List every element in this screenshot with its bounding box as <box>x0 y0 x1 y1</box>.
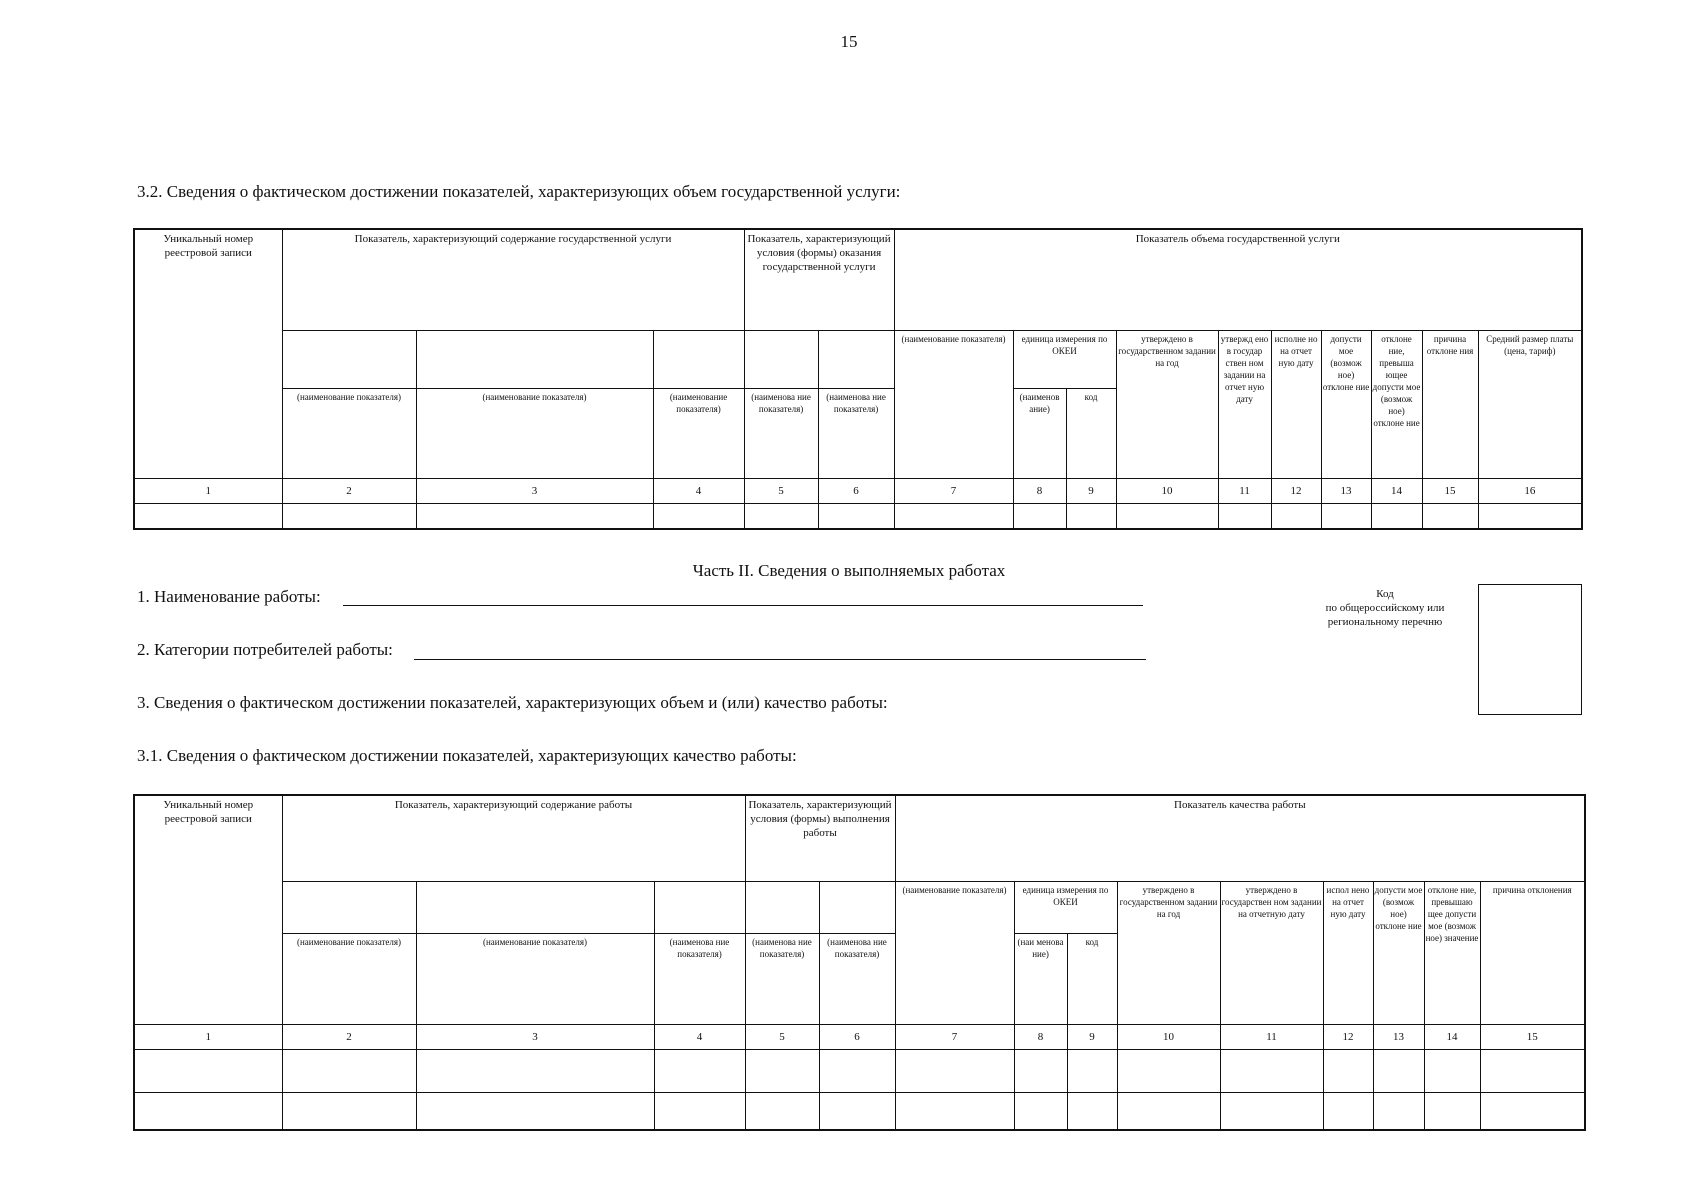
reason-header: причина отклонения <box>1480 881 1585 1024</box>
col-number: 9 <box>1067 1024 1117 1049</box>
work-content-indicator-header: Показатель, характеризующий содержание работы <box>282 795 745 881</box>
data-cell[interactable] <box>416 1092 654 1130</box>
conditions-value-1[interactable] <box>745 881 819 933</box>
table-row <box>134 503 1582 529</box>
data-cell[interactable] <box>1371 503 1422 529</box>
data-cell[interactable] <box>654 1092 745 1130</box>
col-number: 7 <box>894 478 1013 503</box>
quality-indicators-table <box>133 794 1586 1131</box>
data-cell[interactable] <box>1424 1092 1480 1130</box>
reason-header: причина отклоне ния <box>1422 330 1478 478</box>
content-name-2: (наименование показателя) <box>416 933 654 1024</box>
col-number: 4 <box>653 478 744 503</box>
data-cell[interactable] <box>1014 1049 1067 1092</box>
col-number: 14 <box>1424 1024 1480 1049</box>
col-number: 16 <box>1478 478 1582 503</box>
col-number: 6 <box>818 478 894 503</box>
unit-code-header: код <box>1066 388 1116 478</box>
content-value-2[interactable] <box>416 881 654 933</box>
data-cell[interactable] <box>134 1092 282 1130</box>
col-number: 1 <box>134 1024 282 1049</box>
col-number: 2 <box>282 478 416 503</box>
quality-indicator-name: (наименование показателя) <box>895 881 1014 1024</box>
content-value-3[interactable] <box>653 330 744 388</box>
col-number: 11 <box>1218 478 1271 503</box>
over-deviation-header: отклоне ние, превыша ющее допусти мое (возмож ное) отклоне ние <box>1371 330 1422 478</box>
data-cell[interactable] <box>895 1049 1014 1092</box>
section-3-2-title: 3.2. Сведения о фактическом достижении показателей, характеризующих объем государственной услуги: <box>137 182 901 201</box>
data-cell[interactable] <box>1323 1092 1373 1130</box>
executed-header: исполне но на отчет ную дату <box>1271 330 1321 478</box>
unit-code-header: код <box>1067 933 1117 1024</box>
volume-indicator-header: Показатель объема государственной услуги <box>894 229 1582 330</box>
conditions-name-2: (наименова ние показателя) <box>818 388 894 478</box>
content-name-3: (наименование показателя) <box>653 388 744 478</box>
work-name-input-line[interactable] <box>343 605 1143 606</box>
volume-indicator-name: (наименование показателя) <box>894 330 1013 478</box>
data-cell[interactable] <box>1067 1049 1117 1092</box>
col-number: 12 <box>1271 478 1321 503</box>
conditions-value-1[interactable] <box>744 330 818 388</box>
data-cell[interactable] <box>1373 1049 1424 1092</box>
unit-okei-header: единица измерения по ОКЕИ <box>1014 881 1117 933</box>
data-cell[interactable] <box>416 503 653 529</box>
executed-header: испол нено на отчет ную дату <box>1323 881 1373 1024</box>
data-cell[interactable] <box>895 1092 1014 1130</box>
data-cell[interactable] <box>1067 1092 1117 1130</box>
data-cell[interactable] <box>282 503 416 529</box>
col-number: 1 <box>134 478 282 503</box>
content-value-1[interactable] <box>282 330 416 388</box>
volume-indicators-table <box>133 228 1583 530</box>
col-number: 5 <box>745 1024 819 1049</box>
allowed-deviation-header: допусти мое (возмож ное) отклоне ние <box>1373 881 1424 1024</box>
col-number: 3 <box>416 1024 654 1049</box>
data-cell[interactable] <box>1116 503 1218 529</box>
conditions-name-2: (наименова ние показателя) <box>819 933 895 1024</box>
col-number: 12 <box>1323 1024 1373 1049</box>
conditions-name-1: (наименова ние показателя) <box>744 388 818 478</box>
data-cell[interactable] <box>1323 1049 1373 1092</box>
data-cell[interactable] <box>1271 503 1321 529</box>
data-cell[interactable] <box>134 1049 282 1092</box>
approved-date-header: утвержд ено в государ ствен ном задании на отчет ную дату <box>1218 330 1271 478</box>
col-number: 7 <box>895 1024 1014 1049</box>
unit-okei-header: единица измерения по ОКЕИ <box>1013 330 1116 388</box>
data-cell[interactable] <box>1218 503 1271 529</box>
page-number: 15 <box>840 32 858 51</box>
data-cell[interactable] <box>745 1049 819 1092</box>
col-number: 6 <box>819 1024 895 1049</box>
col-number: 10 <box>1116 478 1218 503</box>
content-name-2: (наименование показателя) <box>416 388 653 478</box>
content-value-2[interactable] <box>416 330 653 388</box>
data-cell[interactable] <box>1480 1049 1585 1092</box>
unit-name-header: (наи менова ние) <box>1014 933 1067 1024</box>
registry-header: Уникальный номер реестровой записи <box>134 795 282 1024</box>
data-cell[interactable] <box>1220 1049 1323 1092</box>
data-cell[interactable] <box>818 503 894 529</box>
registry-header: Уникальный номер реестровой записи <box>134 229 282 478</box>
col-number: 13 <box>1373 1024 1424 1049</box>
col-number: 14 <box>1371 478 1422 503</box>
section-3-title: 3. Сведения о фактическом достижении показателей, характеризующих объем и (или) качество работы: <box>137 693 888 712</box>
data-cell[interactable] <box>819 1092 895 1130</box>
data-cell[interactable] <box>134 503 282 529</box>
data-cell[interactable] <box>282 1049 416 1092</box>
col-number: 11 <box>1220 1024 1323 1049</box>
col-number: 4 <box>654 1024 745 1049</box>
section-3-1-title: 3.1. Сведения о фактическом достижении показателей, характеризующих качество работы: <box>137 746 797 765</box>
content-name-1: (наименование показателя) <box>282 388 416 478</box>
data-cell[interactable] <box>416 1049 654 1092</box>
unit-name-header: (наименов ание) <box>1013 388 1066 478</box>
data-cell[interactable] <box>1480 1092 1585 1130</box>
data-cell[interactable] <box>819 1049 895 1092</box>
data-cell[interactable] <box>1478 503 1582 529</box>
data-cell[interactable] <box>1117 1049 1220 1092</box>
part2-title: Часть II. Сведения о выполняемых работах <box>692 561 1006 580</box>
col-number: 3 <box>416 478 653 503</box>
allowed-deviation-header: допусти мое (возмож ное) отклоне ние <box>1321 330 1371 478</box>
data-cell[interactable] <box>744 503 818 529</box>
work-name-label: 1. Наименование работы: <box>137 587 321 606</box>
data-cell[interactable] <box>1014 1092 1067 1130</box>
col-number: 8 <box>1014 1024 1067 1049</box>
col-number: 5 <box>744 478 818 503</box>
code-box[interactable] <box>1478 584 1582 715</box>
data-cell[interactable] <box>1013 503 1066 529</box>
col-number: 8 <box>1013 478 1066 503</box>
conditions-name-1: (наименова ние показателя) <box>745 933 819 1024</box>
approved-date-header: утверждено в государствен ном задании на отчетную дату <box>1220 881 1323 1024</box>
work-quality-indicator-header: Показатель качества работы <box>895 795 1585 881</box>
content-name-3: (наименова ние показателя) <box>654 933 745 1024</box>
data-cell[interactable] <box>654 1049 745 1092</box>
col-number: 15 <box>1480 1024 1585 1049</box>
data-cell[interactable] <box>1373 1092 1424 1130</box>
data-cell[interactable] <box>1422 503 1478 529</box>
content-value-1[interactable] <box>282 881 416 933</box>
work-consumers-label: 2. Категории потребителей работы: <box>137 640 393 659</box>
code-label: Код по общероссийскому или региональному перечню <box>1325 588 1445 628</box>
work-conditions-indicator-header: Показатель, характеризующий условия (формы) выполнения работы <box>745 795 895 881</box>
data-cell[interactable] <box>1066 503 1116 529</box>
conditions-value-2[interactable] <box>819 881 895 933</box>
data-cell[interactable] <box>1117 1092 1220 1130</box>
work-consumers-input-line[interactable] <box>414 659 1146 660</box>
data-cell[interactable] <box>1424 1049 1480 1092</box>
data-cell[interactable] <box>282 1092 416 1130</box>
col-number: 13 <box>1321 478 1371 503</box>
data-cell[interactable] <box>1321 503 1371 529</box>
data-cell[interactable] <box>894 503 1013 529</box>
table-row <box>134 1049 1585 1092</box>
data-cell[interactable] <box>745 1092 819 1130</box>
conditions-value-2[interactable] <box>818 330 894 388</box>
data-cell[interactable] <box>653 503 744 529</box>
over-deviation-header: отклоне ние, превышаю щее допусти мое (возмож ное) значение <box>1424 881 1480 1024</box>
table-row <box>134 1092 1585 1130</box>
conditions-indicator-header: Показатель, характеризующий условия (формы) оказания государственной услуги <box>744 229 894 330</box>
content-indicator-header: Показатель, характеризующий содержание государственной услуги <box>282 229 744 330</box>
avg-fee-header: Средний размер платы (цена, тариф) <box>1478 330 1582 478</box>
content-value-3[interactable] <box>654 881 745 933</box>
content-name-1: (наименование показателя) <box>282 933 416 1024</box>
col-number: 2 <box>282 1024 416 1049</box>
approved-year-header: утверждено в государственном задании на год <box>1116 330 1218 478</box>
col-number: 9 <box>1066 478 1116 503</box>
approved-year-header: утверждено в государственном задании на год <box>1117 881 1220 1024</box>
col-number: 15 <box>1422 478 1478 503</box>
data-cell[interactable] <box>1220 1092 1323 1130</box>
col-number: 10 <box>1117 1024 1220 1049</box>
